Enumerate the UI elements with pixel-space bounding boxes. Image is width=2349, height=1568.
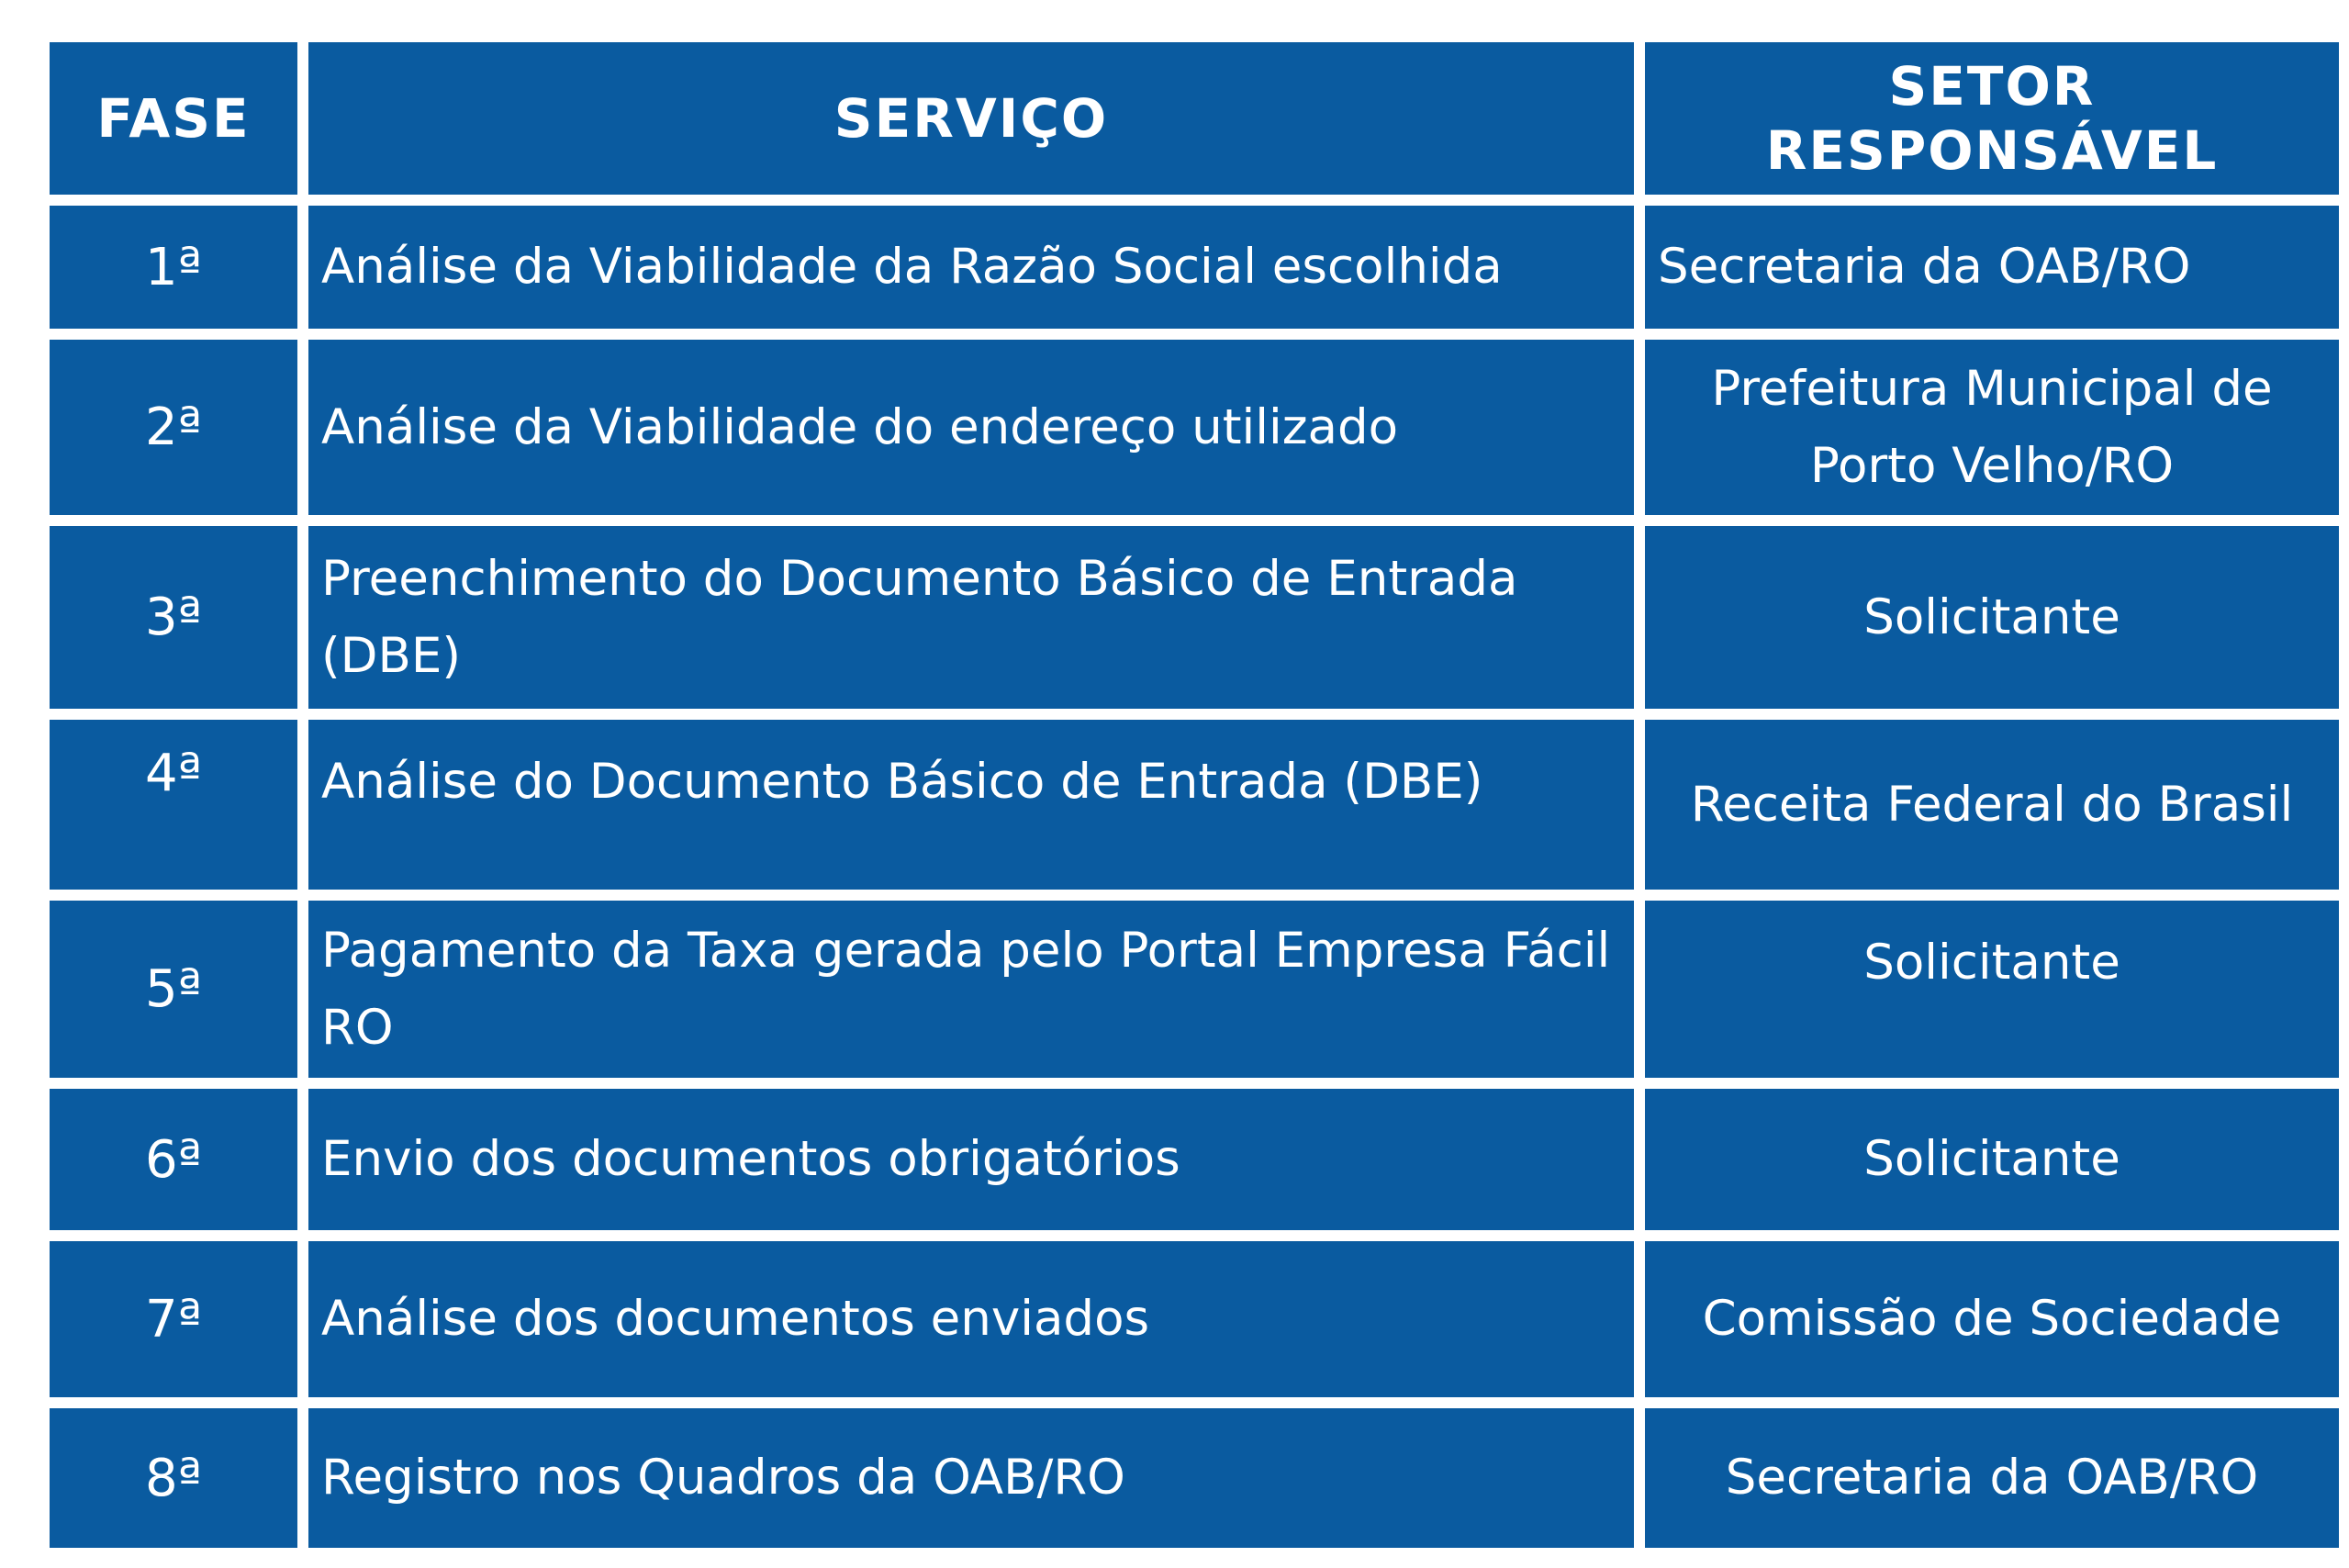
row-7-setor: Comissão de Sociedade [1645,1241,2339,1397]
row-1-servico: Análise da Viabilidade da Razão Social escolhida [308,206,1634,329]
row-5-setor: Solicitante [1645,901,2339,1078]
header-setor-line1: SETOR [1888,55,2096,118]
row-6-setor: Solicitante [1645,1089,2339,1230]
row-3-servico: Preenchimento do Documento Básico de Entrada (DBE) [308,526,1634,709]
header-servico: SERVIÇO [308,42,1634,195]
row-2-setor: Prefeitura Municipal de Porto Velho/RO [1645,340,2339,515]
row-5-fase: 5ª [50,901,297,1078]
row-8-fase: 8ª [50,1408,297,1548]
header-fase: FASE [50,42,297,195]
row-6-fase: 6ª [50,1089,297,1230]
row-6-servico: Envio dos documentos obrigatórios [308,1089,1634,1230]
row-3-fase: 3ª [50,526,297,709]
row-2-servico: Análise da Viabilidade do endereço utilizado [308,340,1634,515]
row-8-setor: Secretaria da OAB/RO [1645,1408,2339,1548]
header-setor-line2: RESPONSÁVEL [1765,119,2219,182]
row-8-servico: Registro nos Quadros da OAB/RO [308,1408,1634,1548]
row-3-setor: Solicitante [1645,526,2339,709]
row-7-servico: Análise dos documentos enviados [308,1241,1634,1397]
row-7-fase: 7ª [50,1241,297,1397]
header-setor [1645,42,2339,195]
row-1-setor: Secretaria da OAB/RO [1645,206,2339,329]
phases-table [50,42,2328,1548]
row-1-fase: 1ª [50,206,297,329]
row-2-fase: 2ª [50,340,297,515]
row-4-servico: Análise do Documento Básico de Entrada (DBE) [308,720,1634,890]
row-4-setor: Receita Federal do Brasil [1645,720,2339,890]
row-4-fase: 4ª [50,720,297,890]
row-5-servico: Pagamento da Taxa gerada pelo Portal Empresa Fácil RO [308,901,1634,1078]
